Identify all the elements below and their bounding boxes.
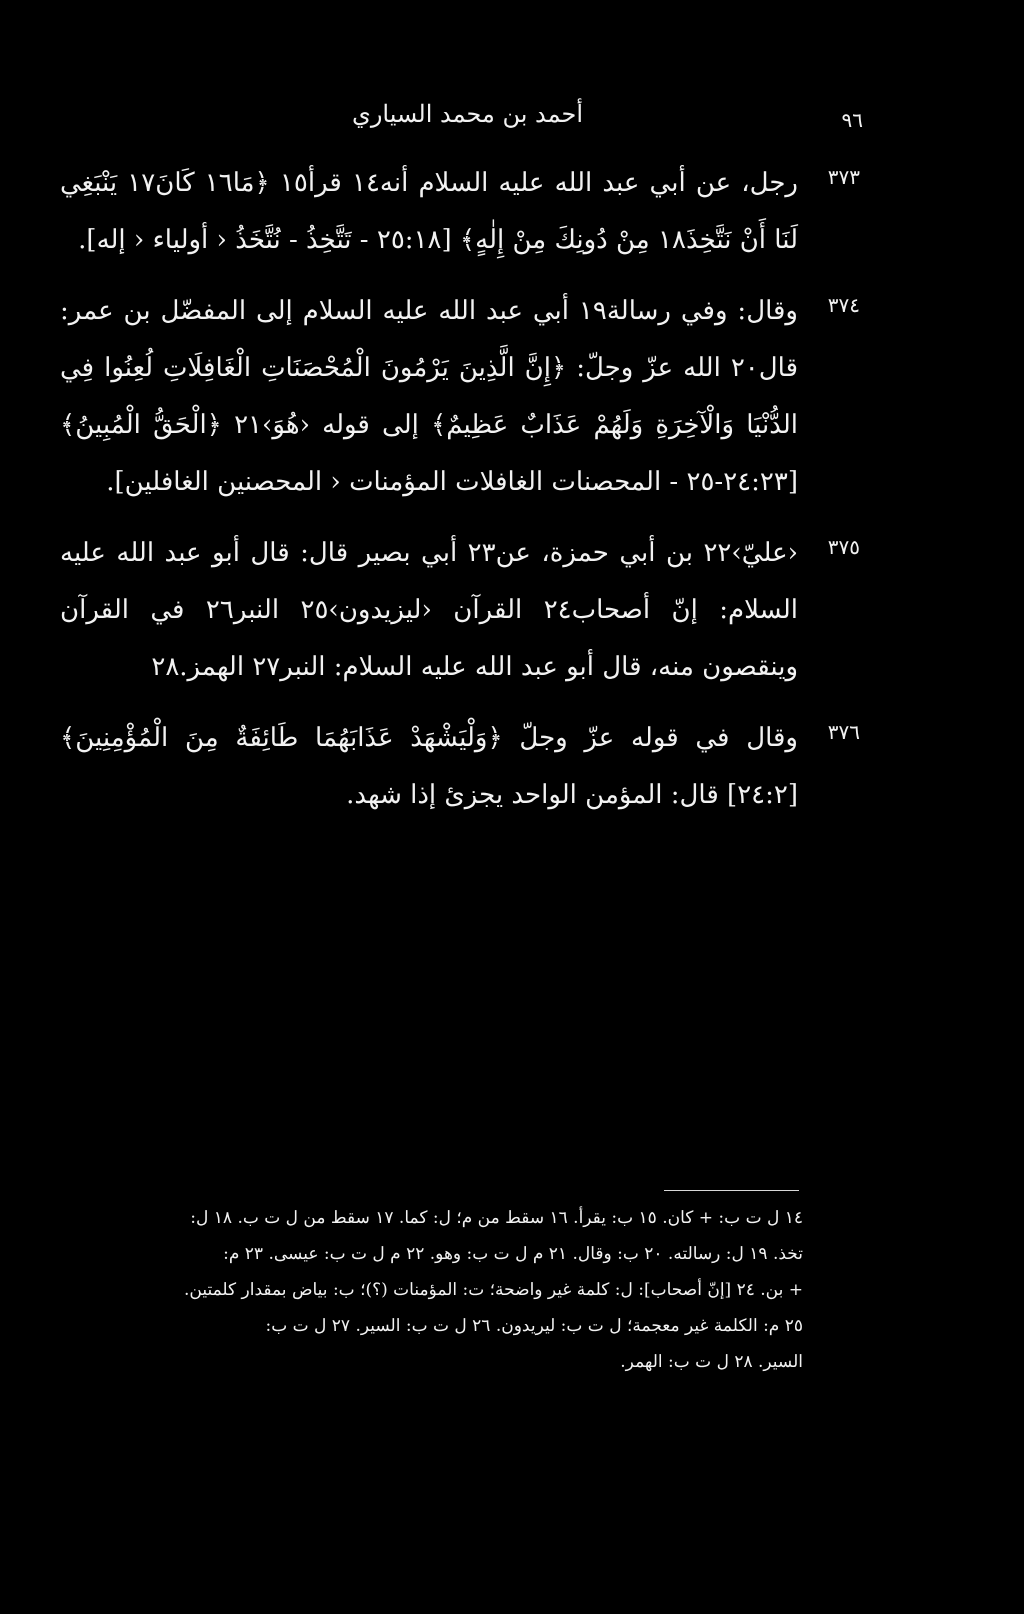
footnote-line: السير. ٢٨ ل ت ب: الهمر.: [620, 1352, 803, 1372]
page-header: [55, 100, 863, 140]
running-title: أحمد بن محمد السياري: [352, 100, 583, 128]
entry-text: رجل، عن أبي عبد الله عليه السلام أنه١٤ قرأ١٥ ﴿مَا١٦ كَانَ١٧ يَنْبَغِي لَنَا أَنْ نَتَّخِذَ١٨ مِنْ دُونِكَ مِنْ إِلٰهٍ﴾ [٢٥:١٨ - تَتَّخِذُ - نُتَّخَذُ ‹ أولياء ‹ إله].: [60, 168, 798, 255]
entry-number: ٣٧٦: [827, 720, 860, 744]
entry-375: [60, 525, 860, 696]
entry-376: [60, 710, 860, 824]
entry-text: وقال في قوله عزّ وجلّ ﴿وَلْيَشْهَدْ عَذَابَهُمَا طَائِفَةٌ مِنَ الْمُؤْمِنِينَ﴾ [٢٤:٢] قال: المؤمن الواحد يجزئ إذا شهد.: [60, 723, 798, 810]
entry-text: ‹عليّ›٢٢ بن أبي حمزة، عن٢٣ أبي بصير قال: قال أبو عبد الله عليه السلام: إنّ أصحاب٢٤ القرآن ‹ليزيدون›٢٥ النبر٢٦ في القرآن وينقصون منه، قال أبو عبد الله عليه السلام: النبر٢٧ الهمز.٢٨: [60, 538, 798, 682]
entry-number: ٣٧٣: [827, 165, 860, 189]
entry-text: وقال: وفي رسالة١٩ أبي عبد الله عليه السلام إلى المفضّل بن عمر: قال٢٠ الله عزّ وجلّ: ﴿إِنَّ الَّذِينَ يَرْمُونَ الْمُحْصَنَاتِ الْغَافِلَاتِ لُعِنُوا فِي الدُّنْيَا وَالْآخِرَةِ وَلَهُمْ عَذَابٌ عَظِيمٌ﴾ إلى قوله ‹هُوَ›٢١ ﴿الْحَقُّ الْمُبِينُ﴾ [٢٤:٢٣-٢٥ - المحصنات الغافلات المؤمنات ‹ المحصنين الغافلين].: [60, 296, 798, 497]
footnote-divider: [664, 1190, 799, 1191]
entry-374: [60, 283, 860, 511]
page-number: ٩٦: [841, 108, 863, 132]
footnote-line: + بن. ٢٤ [إنّ أصحاب]: ل: كلمة غير واضحة؛ ت: المؤمنات (؟)؛ ب: بياض بمقدار كلمتين.: [183, 1280, 803, 1300]
footnote-line: ٢٥ م: الكلمة غير معجمة؛ ل ت ب: ليريدون. ٢٦ ل ت ب: السير. ٢٧ ل ت ب:: [265, 1316, 803, 1336]
entry-number: ٣٧٤: [827, 293, 860, 317]
footnotes: [55, 1200, 803, 1380]
footnote-line: ١٤ ل ت ب: + كان. ١٥ ب: يقرأ. ١٦ سقط من م؛ ل: كما. ١٧ سقط من ل ت ب. ١٨ ل:: [190, 1208, 803, 1228]
entries-list: [60, 155, 860, 838]
footnote-line: تخذ. ١٩ ل: رسالته. ٢٠ ب: وقال. ٢١ م ل ت ب: وهو. ٢٢ م ل ت ب: عيسى. ٢٣ م:: [223, 1244, 803, 1264]
entry-373: [60, 155, 860, 269]
entry-number: ٣٧٥: [827, 535, 860, 559]
